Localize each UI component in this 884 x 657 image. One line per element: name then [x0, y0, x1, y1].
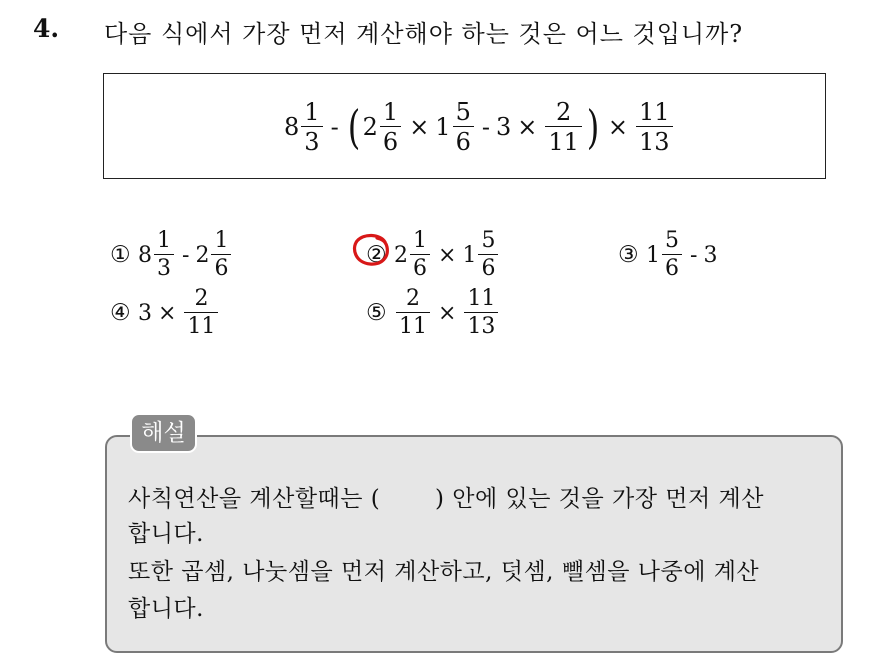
whole-part: 1 — [646, 242, 660, 268]
numerator: 5 — [481, 228, 496, 253]
operator: × — [438, 242, 457, 268]
fraction — [464, 288, 498, 338]
numerator: 1 — [413, 228, 427, 253]
times-operator: × — [607, 113, 628, 141]
fraction — [662, 230, 682, 280]
whole-1: 1 — [435, 113, 451, 141]
denominator: 11 — [184, 312, 218, 338]
operator: × — [158, 300, 177, 326]
denominator: 6 — [380, 126, 401, 154]
number-3: 3 — [495, 113, 512, 141]
fraction — [410, 230, 430, 280]
minus-operator: - — [330, 113, 339, 141]
denominator: 3 — [154, 254, 174, 280]
option-marker: ⑤ — [366, 300, 387, 326]
fraction-2-11 — [545, 100, 582, 154]
denominator: 11 — [396, 312, 430, 338]
option-4[interactable] — [110, 288, 220, 338]
numerator: 2 — [194, 286, 209, 311]
option-marker: ④ — [110, 300, 131, 326]
solution-line: 사칙연산을 계산할때는 ( ) 안에 있는 것을 가장 먼저 계산 — [128, 486, 764, 512]
answer-mark-circle-icon — [352, 233, 392, 267]
numerator: 11 — [638, 98, 670, 126]
right-paren: ) — [586, 100, 600, 154]
left-paren: ( — [347, 100, 360, 154]
solution-box — [105, 435, 843, 653]
solution-line: 합니다. — [128, 596, 204, 622]
fraction — [478, 230, 498, 280]
solution-line: 또한 곱셈, 나눗셈을 먼저 계산하고, 덧셈, 뺄셈을 나중에 계산 — [128, 559, 760, 585]
fraction — [396, 288, 430, 338]
whole-part: 1 — [462, 242, 477, 268]
denominator: 6 — [662, 254, 682, 280]
option-1[interactable] — [110, 230, 233, 280]
fraction-1-3 — [301, 100, 322, 154]
expression — [284, 89, 675, 165]
numerator: 5 — [665, 228, 679, 253]
denominator: 6 — [453, 126, 474, 154]
expression-box — [103, 73, 826, 179]
whole-part: 2 — [195, 242, 210, 268]
fraction — [211, 230, 231, 280]
whole-part: 2 — [394, 242, 408, 268]
denominator: 6 — [478, 254, 498, 280]
numerator: 1 — [304, 98, 320, 126]
fraction — [154, 230, 174, 280]
whole-2: 2 — [362, 113, 378, 141]
solution-tag: 해설 — [130, 413, 197, 453]
option-marker: ① — [110, 242, 131, 268]
solution-line: 합니다. — [128, 521, 204, 547]
denominator: 6 — [211, 254, 231, 280]
numerator: 1 — [382, 98, 399, 126]
fraction-1-6 — [380, 100, 401, 154]
numerator: 2 — [406, 286, 420, 311]
whole-8: 8 — [284, 113, 300, 141]
operator: × — [438, 300, 457, 326]
option-marker: ③ — [618, 242, 639, 268]
whole-part: 8 — [138, 242, 152, 268]
option-marker: ② — [366, 242, 387, 268]
denominator: 13 — [464, 312, 498, 338]
question-number: 4. — [33, 14, 60, 43]
denominator: 11 — [545, 126, 582, 154]
denominator: 3 — [301, 126, 322, 154]
numerator: 5 — [455, 98, 471, 126]
numerator: 1 — [157, 228, 171, 253]
times-operator: × — [409, 113, 430, 141]
number: 3 — [703, 242, 718, 268]
numerator: 11 — [467, 286, 496, 311]
option-3[interactable] — [618, 230, 717, 280]
fraction-5-6 — [453, 100, 474, 154]
operator: - — [690, 242, 698, 268]
minus-operator: - — [481, 113, 490, 141]
denominator: 6 — [410, 254, 430, 280]
times-operator: × — [517, 113, 538, 141]
numerator: 1 — [214, 228, 229, 253]
number: 3 — [138, 300, 152, 326]
fraction — [184, 288, 218, 338]
numerator: 2 — [555, 98, 572, 126]
question-text: 다음 식에서 가장 먼저 계산해야 하는 것은 어느 것입니까? — [104, 20, 744, 48]
fraction-11-13 — [636, 100, 673, 154]
option-5[interactable] — [366, 288, 500, 338]
operator: - — [182, 242, 190, 268]
denominator: 13 — [636, 126, 673, 154]
